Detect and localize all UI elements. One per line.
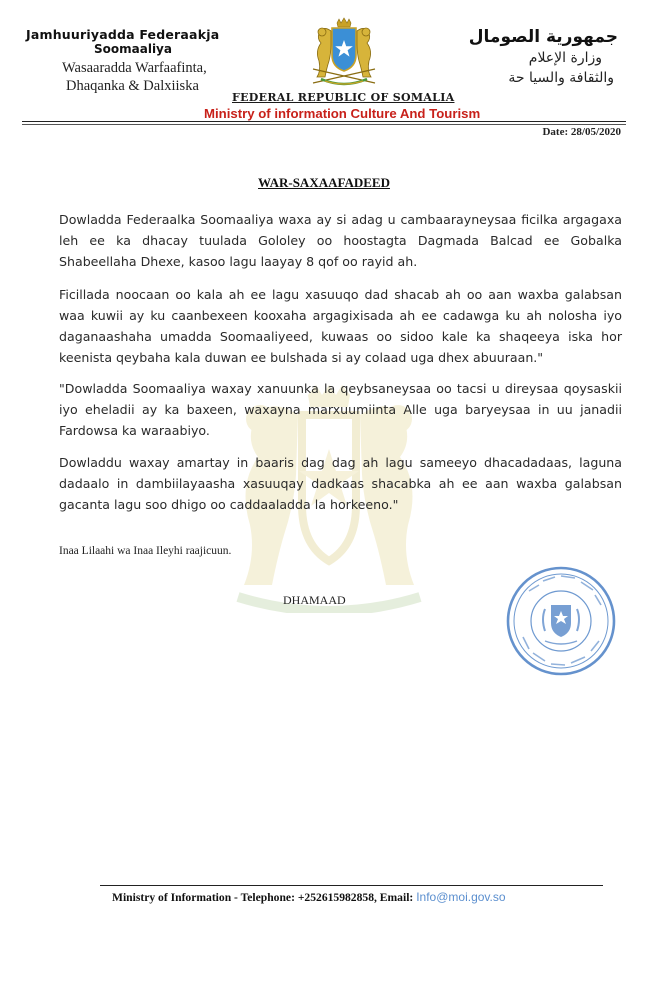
header-left-line3: Wasaaradda Warfaafinta,: [62, 60, 207, 76]
paragraph-4: Dowladdu waxay amartay in baaris dag dag ah lagu sameeyo dhacadadaas, laguna dadaalo in dambiilayaasha xasuuqay dadkaas shacabka ah ee aan waxba galabsan gacanta lagu soo dhigo oo caddaaladda la horkeeno.": [59, 455, 622, 512]
paragraph-3: "Dowladda Soomaaliya waxay xanuunka la qeybsaneysaa oo tacsi u direysaa qoysaskii iyo eheladii ay ka baxeen, waxayna marxuumiinta Alle uga baryeysaa in uu janadii Fardowsa ka waraabiyo.: [59, 381, 622, 438]
header-arabic-block: [469, 26, 618, 88]
footer-email-link[interactable]: Info@moi.gov.so: [416, 890, 506, 904]
closing-phrase: Inaa Lilaahi wa Inaa Ileyhi raajicuun.: [59, 545, 232, 557]
paragraph-1: Dowladda Federaalka Soomaaliya waxa ay si adag u cambaarayneysaa ficilka argagaxa leh ee ka dhacay tuulada Gololey oo hoostagta Dagmada Balcad ee Gobalka Shabeellaha Dhexe, kasoo lagu laayay 8 qof oo rayid ah.: [59, 212, 622, 269]
header-left-line1: Jamhuuriyadda Federaakja: [26, 27, 220, 42]
somalia-coat-of-arms-icon: [303, 17, 385, 89]
ministry-name: Ministry of information Culture And Tourism: [204, 106, 481, 121]
header-right-line3: والثقافة والسيا حة: [508, 70, 614, 86]
paragraph-2: Ficillada noocaan oo kala ah ee lagu xasuuqo dad shacab ah oo aan waxba galabsan waa kuwii ay ku caanbexeen kooxaha argagixisada ah ee cadawga ku ah nolosha iyo daganaashaha umadda Soomaaliyeed, kuwaas oo sidoo kale ka shaqeeya iska hor keenista qeybaha kala duwan ee bulshada si ay colaad uga dhex abuuraan.": [59, 287, 622, 365]
federal-republic-heading: FEDERAL REPUBLIC OF SOMALIA: [232, 91, 455, 104]
footer: [112, 890, 506, 904]
footer-divider: [100, 885, 603, 886]
header-right-line2: وزارة الإعلام: [528, 50, 602, 66]
document-title: [0, 175, 648, 191]
header-divider: [22, 121, 626, 122]
footer-colon: :: [409, 891, 414, 904]
ministry-seal-stamp-icon: [505, 565, 617, 677]
header-somali-block: [26, 27, 276, 95]
header-left-line4: Dhaqanka & Dalxiiska: [66, 78, 199, 94]
document-date: Date: 28/05/2020: [542, 126, 621, 138]
header-right-line1: جمهورية الصومال: [468, 27, 618, 47]
footer-text: Ministry of Information - Telephone: +252615982858, Email: [112, 891, 410, 904]
end-marker: DHAMAAD: [283, 593, 346, 607]
document-title-text: WAR-SAXAAFADEED: [258, 175, 390, 190]
header-left-line2: Soomaaliya: [94, 42, 172, 56]
header-divider-thin: [22, 124, 626, 125]
